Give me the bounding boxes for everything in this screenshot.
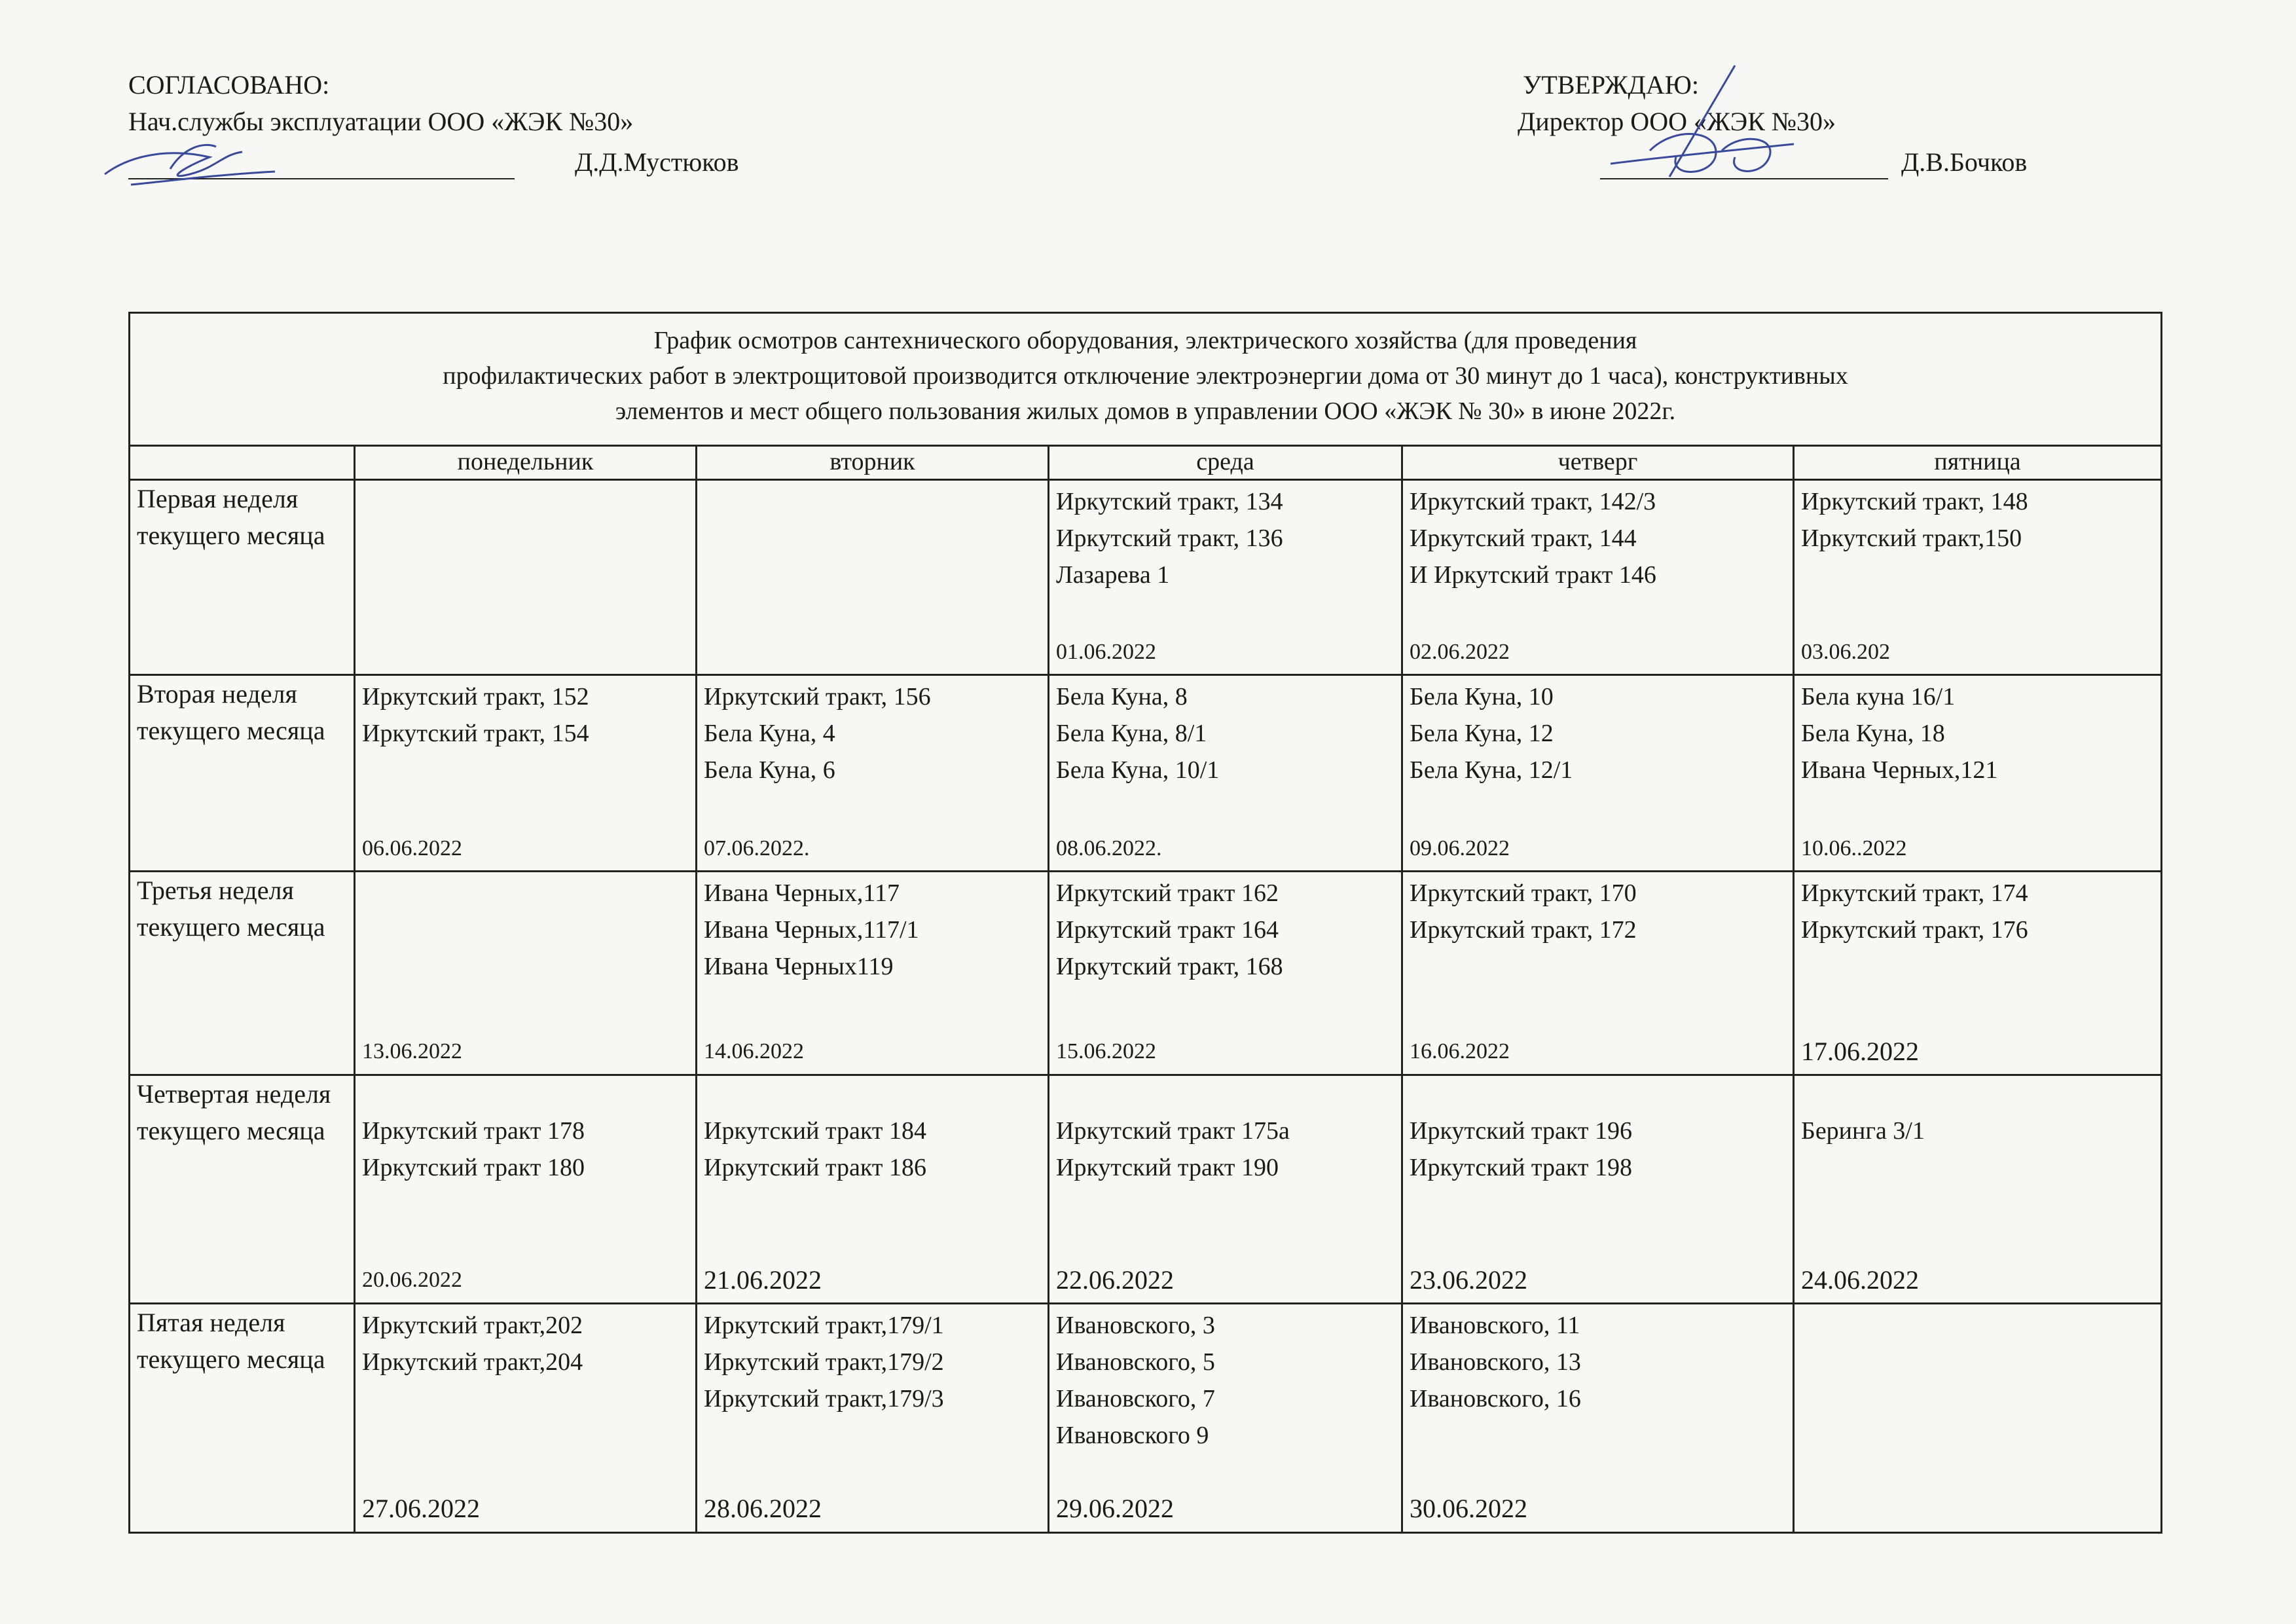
schedule-cell-thursday xyxy=(1402,675,1794,872)
schedule-cell-tuesday xyxy=(697,1075,1049,1304)
approval-right-name: Д.В.Бочков xyxy=(1901,147,2028,177)
address-line: Бела куна 16/1 xyxy=(1801,683,1956,711)
address-line: Ивановского, 5 xyxy=(1056,1348,1215,1376)
corner-header xyxy=(130,445,355,479)
address-line: Ивановского, 16 xyxy=(1410,1385,1581,1413)
schedule-title-line: профилактических работ в электрощитовой производится отключение электроэнергии дома от 30 минут до 1 часа), конструктивных xyxy=(443,362,1848,390)
schedule-cell-friday xyxy=(1794,1075,2162,1304)
week-row xyxy=(130,1304,2162,1533)
address-line: Иркутский тракт 178 xyxy=(362,1116,585,1145)
address-line: Бела Куна, 18 xyxy=(1801,720,1945,748)
address-line: Беринга 3/1 xyxy=(1801,1116,1925,1145)
address-line: Иркутский тракт 175а xyxy=(1056,1116,1290,1145)
address-line: Ивановского, 3 xyxy=(1056,1312,1215,1340)
inspection-date: 03.06.202 xyxy=(1801,639,1890,664)
address-line: Иркутский тракт,202 xyxy=(362,1312,583,1340)
address-line: Иркутский тракт,150 xyxy=(1801,524,2022,552)
approval-left-heading: СОГЛАСОВАНО: xyxy=(128,70,330,100)
schedule-cell-monday xyxy=(355,1304,697,1533)
schedule-cell-tuesday xyxy=(697,872,1049,1075)
address-line: Иркутский тракт 162 xyxy=(1056,879,1279,908)
schedule-cell-monday xyxy=(355,1075,697,1304)
schedule-title-line: График осмотров сантехнического оборудования, электрического хозяйства (для проведения xyxy=(653,327,1637,354)
week-row xyxy=(130,872,2162,1075)
address-line: Иркутский тракт 164 xyxy=(1056,916,1279,944)
address-line: Иркутский тракт, 174 xyxy=(1801,879,2028,908)
address-line: Бела Куна, 10 xyxy=(1410,683,1554,711)
week-row xyxy=(130,1075,2162,1304)
address-line: Иркутский тракт,179/1 xyxy=(704,1312,944,1340)
schedule-title-line: элементов и мест общего пользования жилых домов в управлении ООО «ЖЭК № 30» в июне 2022г. xyxy=(615,397,1676,425)
address-line: Ивановского, 11 xyxy=(1410,1312,1580,1340)
week-label: Пятая неделя текущего месяца xyxy=(130,1304,355,1533)
schedule-cell-monday xyxy=(355,675,697,872)
schedule-cell-friday xyxy=(1794,675,2162,872)
address-line: Иркутский тракт, 148 xyxy=(1801,487,2028,515)
address-line: Иркутский тракт,179/2 xyxy=(704,1348,944,1376)
address-line: Иркутский тракт, 156 xyxy=(704,683,931,711)
address-line: Иркутский тракт, 172 xyxy=(1410,916,1637,944)
address-line: Ивана Черных,121 xyxy=(1801,756,1998,784)
week-label: Четвертая неделя текущего месяца xyxy=(130,1075,355,1304)
week-label: Первая неделя текущего месяца xyxy=(130,479,355,674)
inspection-date: 20.06.2022 xyxy=(362,1267,462,1292)
address-line: Ивановского, 13 xyxy=(1410,1348,1581,1376)
inspection-date: 22.06.2022 xyxy=(1056,1264,1174,1295)
address-line: Иркутский тракт, 168 xyxy=(1056,953,1283,981)
schedule-cell-wednesday xyxy=(1049,1304,1402,1533)
schedule-cell-thursday xyxy=(1402,479,1794,674)
day-header-wednesday: среда xyxy=(1049,445,1402,479)
week-row xyxy=(130,479,2162,674)
address-line: Ивана Черных119 xyxy=(704,953,894,981)
schedule-cell-thursday xyxy=(1402,872,1794,1075)
address-line: Бела Куна, 12 xyxy=(1410,720,1554,748)
week-label: Третья неделя текущего месяца xyxy=(130,872,355,1075)
inspection-date: 17.06.2022 xyxy=(1801,1037,1919,1067)
week-label: Вторая неделя текущего месяца xyxy=(130,675,355,872)
address-line: Ивановского, 7 xyxy=(1056,1385,1215,1413)
schedule-cell-wednesday xyxy=(1049,675,1402,872)
inspection-date: 28.06.2022 xyxy=(704,1494,822,1524)
inspection-date: 30.06.2022 xyxy=(1410,1494,1527,1524)
address-line: Бела Куна, 10/1 xyxy=(1056,756,1220,784)
address-line: Иркутский тракт, 136 xyxy=(1056,524,1283,552)
address-line: Бела Куна, 12/1 xyxy=(1410,756,1573,784)
schedule-cell-friday xyxy=(1794,1304,2162,1533)
address-line: И Иркутский тракт 146 xyxy=(1410,561,1656,589)
day-header-friday: пятница xyxy=(1794,445,2162,479)
day-header-monday: понедельник xyxy=(355,445,697,479)
inspection-date: 15.06.2022 xyxy=(1056,1039,1156,1064)
address-line: Ивана Черных,117 xyxy=(704,879,900,908)
schedule-cell-thursday xyxy=(1402,1075,1794,1304)
schedule-cell-friday xyxy=(1794,872,2162,1075)
inspection-date: 23.06.2022 xyxy=(1410,1264,1527,1295)
day-header-thursday: четверг xyxy=(1402,445,1794,479)
day-header-tuesday: вторник xyxy=(697,445,1049,479)
address-line: Иркутский тракт, 170 xyxy=(1410,879,1637,908)
inspection-date: 13.06.2022 xyxy=(362,1039,462,1064)
address-line: Иркутский тракт, 152 xyxy=(362,683,589,711)
address-line: Иркутский тракт, 134 xyxy=(1056,487,1283,515)
address-line: Бела Куна, 6 xyxy=(704,756,835,784)
inspection-date: 09.06.2022 xyxy=(1410,836,1510,861)
address-line: Иркутский тракт 184 xyxy=(704,1116,926,1145)
address-line: Иркутский тракт,204 xyxy=(362,1348,583,1376)
schedule-cell-wednesday xyxy=(1049,479,1402,674)
inspection-date: 01.06.2022 xyxy=(1056,639,1156,664)
approval-right-heading: УТВЕРЖДАЮ: xyxy=(1523,70,1699,100)
schedule-title xyxy=(130,313,2162,446)
inspection-date: 27.06.2022 xyxy=(362,1494,480,1524)
address-line: Бела Куна, 8/1 xyxy=(1056,720,1207,748)
address-line: Ивановского 9 xyxy=(1056,1422,1209,1450)
inspection-date: 07.06.2022. xyxy=(704,836,810,861)
address-line: Иркутский тракт 198 xyxy=(1410,1153,1632,1181)
schedule-cell-wednesday xyxy=(1049,872,1402,1075)
right-signature-icon xyxy=(1571,52,1807,183)
address-line: Иркутский тракт, 176 xyxy=(1801,916,2028,944)
schedule-table xyxy=(128,312,2162,1534)
address-line: Иркутский тракт 186 xyxy=(704,1153,926,1181)
address-line: Бела Куна, 8 xyxy=(1056,683,1188,711)
inspection-date: 02.06.2022 xyxy=(1410,639,1510,664)
schedule-cell-tuesday xyxy=(697,1304,1049,1533)
approval-right-position: Директор ООО «ЖЭК №30» xyxy=(1518,107,1836,136)
address-line: Лазарева 1 xyxy=(1056,561,1170,589)
approval-left-name: Д.Д.Мустюков xyxy=(575,147,739,177)
inspection-date: 16.06.2022 xyxy=(1410,1039,1510,1064)
schedule-cell-wednesday xyxy=(1049,1075,1402,1304)
week-row xyxy=(130,675,2162,872)
inspection-date: 29.06.2022 xyxy=(1056,1494,1174,1524)
left-signature-icon xyxy=(92,128,288,200)
address-line: Иркутский тракт 180 xyxy=(362,1153,585,1181)
inspection-date: 10.06..2022 xyxy=(1801,836,1907,861)
schedule-cell-thursday xyxy=(1402,1304,1794,1533)
schedule-cell-tuesday xyxy=(697,675,1049,872)
address-line: Иркутский тракт 190 xyxy=(1056,1153,1279,1181)
day-header-row xyxy=(130,445,2162,479)
schedule-cell-monday xyxy=(355,872,697,1075)
schedule-cell-friday xyxy=(1794,479,2162,674)
address-line: Ивана Черных,117/1 xyxy=(704,916,919,944)
inspection-date: 06.06.2022 xyxy=(362,836,462,861)
inspection-date: 08.06.2022. xyxy=(1056,836,1162,861)
approval-left-position: Нач.службы эксплуатации ООО «ЖЭК №30» xyxy=(128,107,634,136)
schedule-cell-tuesday xyxy=(697,479,1049,674)
inspection-date: 21.06.2022 xyxy=(704,1264,822,1295)
address-line: Иркутский тракт, 142/3 xyxy=(1410,487,1656,515)
inspection-date: 14.06.2022 xyxy=(704,1039,804,1064)
address-line: Иркутский тракт, 154 xyxy=(362,720,589,748)
address-line: Иркутский тракт, 144 xyxy=(1410,524,1637,552)
address-line: Бела Куна, 4 xyxy=(704,720,835,748)
address-line: Иркутский тракт,179/3 xyxy=(704,1385,944,1413)
address-line: Иркутский тракт 196 xyxy=(1410,1116,1632,1145)
schedule-cell-monday xyxy=(355,479,697,674)
inspection-date: 24.06.2022 xyxy=(1801,1264,1919,1295)
